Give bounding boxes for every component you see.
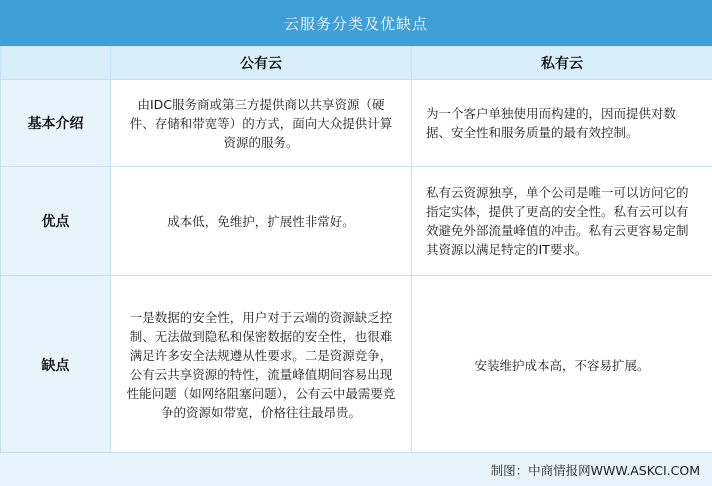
figure-title: 云服务分类及优缺点 [0, 0, 712, 46]
table-row-basic-intro [1, 80, 712, 167]
header-corner [1, 47, 111, 80]
private-cloud-cell [412, 276, 712, 455]
private-cloud-cell [412, 80, 712, 167]
table-row-disadvantages [1, 276, 712, 455]
table-row-advantages [1, 167, 712, 276]
source-credit: 制图：中商情报网WWW.ASKCI.COM [0, 452, 712, 486]
public-cloud-text: 由IDC服务商或第三方提供商以共享资源（硬件、存储和带宽等）的方式，面向大众提供计算资源的服务。 [129, 96, 393, 150]
private-cloud-text: 为一个客户单独使用而构建的，因而提供对数据、安全性和服务质量的最有效控制。 [426, 106, 677, 140]
private-cloud-cell [412, 167, 712, 276]
row-label: 缺点 [1, 276, 111, 455]
row-label: 优点 [1, 167, 111, 276]
public-cloud-text: 一是数据的安全性，用户对于云端的资源缺乏控制、无法做到隐私和保密数据的安全性，也很难满足许多安全法规遵从性要求。二是资源竞争，公有云共享资源的特性，流量峰值期间容易出现性能问题（如网络阻塞问题），公有云中最需要竞争的资源如带宽，价格往往最昂贵。 [126, 310, 396, 420]
public-cloud-text: 成本低，免维护，扩展性非常好。 [167, 213, 355, 229]
table-header-row [1, 47, 712, 80]
public-cloud-cell [111, 276, 412, 455]
row-label: 基本介绍 [1, 80, 111, 167]
header-private-cloud: 私有云 [412, 47, 712, 80]
private-cloud-text: 安装维护成本高，不容易扩展。 [474, 357, 650, 373]
cloud-comparison-table [0, 46, 712, 455]
private-cloud-text: 私有云资源独享，单个公司是唯一可以访问它的指定实体，提供了更高的安全性。私有云可以有效避免外部流量峰值的冲击。私有云更容易定制其资源以满足特定的IT要求。 [426, 185, 689, 257]
public-cloud-cell [111, 167, 412, 276]
header-public-cloud: 公有云 [111, 47, 412, 80]
public-cloud-cell [111, 80, 412, 167]
